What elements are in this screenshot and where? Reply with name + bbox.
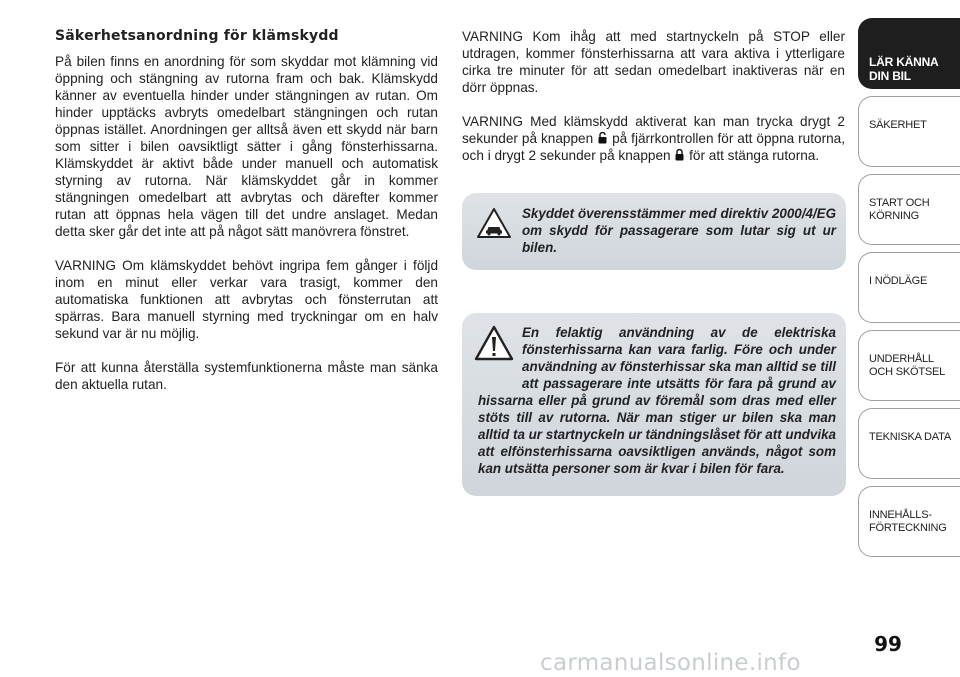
paragraph: VARNING Om klämskyddet behövt ingripa fem gånger i följd inom en minut eller verkar vara trasigt, kommer den automatiska funktionen att avbrytas och fönsterrutan att spärras. Bara manuell styrning med tryckningar om en halv sekund var är nu möjlig.	[55, 258, 438, 341]
tab-label: I NÖDLÄGE	[869, 275, 928, 287]
paragraph: På bilen finns en anordning för som skyddar mot klämning vid öppning och stängning av rutorna fram och bak. Klämskydd känner av eventuella hinder under stängningen av rutan. Om hinder upptäcks avbryts omedelbart stängningen och rutan öppnas istället. Anordningen ger alltså även ett skydd när barn som sitter i bilen oavsiktligt sätter i gång fönsterhissarna. Klämskyddet är aktivt både under manuell och automatisk styrning av rutorna. När klämskyddet går in kommer stängningen omedelbart att avbrytas och därefter kommer rutan att öppnas hela vägen till det undre anslaget. Medan detta sker går det inte att på något sätt manövrera fönstret.	[55, 54, 438, 239]
paragraph-text: VARNING Med klämskydd aktiverat kan man trycka drygt 2 sekunder på knappen	[462, 114, 845, 146]
unlock-icon	[598, 132, 607, 144]
tab-innehallsforteckning[interactable]	[858, 486, 960, 557]
lock-icon	[675, 149, 684, 161]
tab-label: INNEHÅLLS- FÖRTECKNING	[869, 509, 947, 534]
tab-start-och-korning[interactable]	[858, 174, 960, 245]
tab-label: START OCH KÖRNING	[869, 197, 930, 222]
car-warning-icon	[476, 207, 512, 239]
paragraph: För att kunna återställa systemfunktionerna måste man sänka den aktuella rutan.	[55, 360, 438, 392]
tab-label: UNDERHÅLL OCH SKÖTSEL	[869, 353, 946, 378]
warning-text-content: En felaktig användning av de elektriska fönsterhissarna kan vara farlig. Före och under användning av fönsterhissar ska man alltid se till att passagerare inte utsätts för fara på grund av hissarna eller på grund av föremål som dras med eller stöts till av rutorna. När man stiger ur bilen ska man alltid ta ur startnyckeln ur tändningslåset för att undvika att elfönsterhissarna oavsiktligen används, något som kan utsätta personer som är kvar i bilen för fara.	[478, 325, 836, 476]
warning-text	[478, 324, 836, 477]
right-column	[462, 28, 845, 181]
paragraph-text: för att stänga rutorna.	[689, 148, 820, 163]
page-number: 99	[874, 632, 902, 656]
paragraph	[462, 113, 845, 164]
tab-label: SÄKERHET	[869, 119, 927, 131]
tab-lar-kanna-din-bil[interactable]	[858, 18, 960, 89]
paragraph-text: på fjärrkontrollen för att öppna rutorna, och i drygt 2 sekunder på knappen	[462, 131, 845, 163]
notice-text: Skyddet överensstämmer med direktiv 2000/4/EG om skydd för passagerare som lutar sig ut ur bilen.	[522, 206, 836, 255]
tab-sakerhet[interactable]	[858, 96, 960, 167]
tab-i-nodlage[interactable]	[858, 252, 960, 323]
chapter-tabs	[858, 18, 960, 564]
tab-underhall-och-skotsel[interactable]	[858, 330, 960, 401]
section-heading: Säkerhetsanordning för klämskydd	[55, 28, 339, 44]
tab-label: TEKNISKA DATA	[869, 431, 951, 443]
tab-tekniska-data[interactable]	[858, 408, 960, 479]
watermark: carmanualsonline.info	[540, 650, 801, 676]
warning-box	[462, 313, 846, 496]
tab-label: LÄR KÄNNA DIN BIL	[869, 55, 939, 83]
notice-box	[462, 193, 846, 270]
paragraph: VARNING Kom ihåg att med startnyckeln på STOP eller utdragen, kommer fönsterhissarna att vara aktiva i ytterligare cirka tre minuter för att sedan omedelbart inaktiveras när en dörr öppnas.	[462, 29, 845, 95]
icon-spacer	[478, 324, 522, 376]
left-column	[55, 28, 438, 410]
